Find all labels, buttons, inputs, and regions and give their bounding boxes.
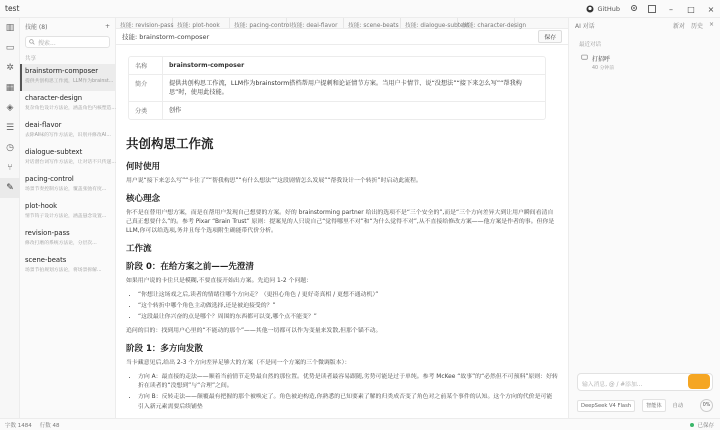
tools-icon[interactable]: ✎ (0, 178, 20, 198)
skill-item[interactable] (20, 253, 115, 280)
skill-desc: 修改打磨的系统方法论，分层次... (25, 241, 97, 246)
skill-item[interactable] (20, 118, 115, 145)
title-bar-actions (586, 0, 716, 18)
ai-header (569, 18, 720, 32)
title-bar (0, 0, 720, 18)
ai-title: AI 对话 (575, 22, 595, 30)
meta-key: 名称 (129, 57, 163, 74)
app-title: test (5, 4, 20, 13)
section-heading: 阶段 1：多方向发散 (126, 343, 203, 354)
mode-select[interactable]: 智能体 (642, 399, 666, 412)
new-chat-button[interactable]: 新对 (672, 22, 685, 30)
minimize-button[interactable]: – (669, 4, 673, 14)
skill-name: scene-beats (25, 256, 67, 264)
add-skill-button[interactable]: + (104, 22, 110, 30)
skill-name: pacing-control (25, 175, 74, 183)
skills-header (20, 18, 115, 34)
tab-revision-pass[interactable]: 技能: revision-pass (116, 18, 173, 28)
recent-conversations-label: 最近对话 (579, 42, 602, 48)
skill-desc: 提供共创构思工作流，LLM作为brainst... (25, 79, 114, 84)
send-button[interactable] (688, 374, 710, 389)
tab-scene-beats[interactable]: 技能: scene-beats (344, 18, 401, 28)
github-label: GitHub (597, 5, 620, 13)
skills-title: 技能 (8) (25, 23, 48, 31)
context-select[interactable]: 自动 (672, 403, 684, 409)
skill-item[interactable] (20, 199, 115, 226)
ai-header-actions (673, 21, 714, 30)
document-view[interactable] (116, 47, 568, 418)
section-heading: 核心理念 (126, 194, 161, 204)
meta-key: 分类 (129, 102, 163, 119)
paragraph: 如果用户说的卡住只是模糊,不要直接开始出方案。先追问 1-2 个问题： (126, 278, 313, 284)
meta-value: 创作 (169, 107, 182, 114)
bullet-list (138, 373, 558, 413)
github-link[interactable] (586, 5, 620, 13)
skill-desc: 场景节拍规划方法论，将场景拆解... (25, 268, 102, 273)
meta-row (129, 102, 545, 119)
paragraph: 追问的目的：找到用户心里的“不能动的那个”——其他一切都可以作为变量来发散,但那个锚不动。 (126, 327, 382, 334)
skills-search[interactable] (25, 36, 110, 48)
meta-value: 提供共创构思工作流，LLM作为brainstorm搭档帮用户提刺和论证情节方案。当用户卡情节、说“没想法”“接下来怎么写”“帮我构思”时，使用此技能。 (169, 80, 522, 96)
settings-icon[interactable]: ✲ (6, 63, 14, 73)
settings-icon[interactable] (630, 4, 638, 14)
skill-desc: 情节钩子设计方法论，涵盖悬念设置... (25, 214, 107, 219)
skill-desc: 去除AI味的写作方法论，识别并修改AI... (25, 133, 111, 138)
meta-row (129, 75, 545, 102)
skill-name: dialogue-subtext (25, 148, 83, 156)
paragraph: 你不是在替用户想方案，而是在帮用户发现自己想要的方案。好的 brainstorming partner 给出的选项不是“三个安全的”,而是“三个方向差异大到让用户瞬间看清自己真正想要什么”的。参考 Pixar “Brain Trust” 原则：提案见的人只说自己“觉得哪里不对”和“为什么觉得不对”,从不直接给修改方案——他方案是作者的事。但你是 LLM,你可以给选项,务并且每个选项附生确能带代价分析。 (126, 210, 555, 234)
list-item: • 方向 B：反转走法——颠覆最有把握的那个被唤定了。角色被迫构造,你熟悉的已知要素了解的归类成否变了角色对之前某个事件的认知。这个方向的代价是可能引入新元素需要后续铺垫 (138, 393, 558, 412)
section-heading: 工作流 (126, 244, 152, 254)
ai-controls (577, 399, 713, 412)
paragraph: 当卡藏意见后,给出 2-3 个方向差异足够大的方案（不是同一个方案的三个微调版本）： (126, 359, 351, 366)
meta-row (129, 57, 545, 75)
current-path: 技能: brainstorm-composer (122, 33, 210, 41)
list-item: • “这段最让你兴奋的点是哪个？周围的东西都可以变,哪个点不能变？” (138, 313, 558, 323)
conversation-time: 40 分钟前 (592, 66, 615, 71)
maximize-button[interactable]: □ (687, 4, 695, 14)
section-heading: 何时使用 (126, 162, 161, 172)
skill-name: deai-flavor (25, 121, 62, 129)
tab-pacing-control[interactable]: 技能: pacing-control (230, 18, 287, 28)
skills-search-placeholder: 搜索... (38, 39, 56, 47)
close-icon[interactable]: × (708, 20, 714, 28)
save-status (690, 421, 714, 429)
tab-bar (116, 18, 568, 29)
meta-key: 简介 (129, 75, 163, 101)
tab-dialogue-subtext[interactable]: 技能: dialogue-subtext (401, 18, 458, 28)
skill-name: revision-pass (25, 229, 70, 237)
saved-dot-icon (690, 423, 694, 427)
skill-desc: 对话潜台词写作方法论，让对话不只传递... (25, 160, 116, 165)
char-count: 字数 1484 (5, 422, 32, 429)
skills-group-label: 共享 (25, 56, 37, 62)
list-item: • “这个转折中哪个角色主动做选择,还是被迫接受的？” (138, 302, 558, 312)
skill-item[interactable] (20, 64, 115, 91)
tab-character-design[interactable]: 技能: character-design (458, 18, 515, 28)
git-icon[interactable]: ⑂ (7, 163, 13, 173)
line-count: 行数 48 (39, 422, 60, 429)
message-input[interactable]: 输入消息, @ / #添加... (577, 373, 713, 391)
skill-name: character-design (25, 94, 83, 102)
library-icon[interactable]: ▥ (5, 23, 15, 33)
chat-icon (581, 54, 588, 61)
editor-area (116, 18, 568, 418)
conversation-title: 打招呼 (592, 56, 611, 63)
tab-deai-flavor[interactable]: 技能: deai-flavor (287, 18, 344, 28)
bullet-list (138, 291, 558, 323)
status-bar (0, 418, 720, 430)
ai-panel (568, 18, 720, 418)
grid-icon[interactable]: ▦ (5, 83, 15, 93)
paragraph: 用户说“接下来怎么写”“卡住了”“帮我构思”“有什么想法”“这段剧情怎么发展”“帮我设计一个转折”时启动此流程。 (126, 178, 422, 184)
skill-item[interactable] (20, 226, 115, 253)
meta-value: brainstorm-composer (169, 62, 245, 69)
stack-icon[interactable]: ◈ (6, 103, 14, 113)
section-heading: 阶段 0：在给方案之前——先澄清 (126, 262, 254, 272)
skill-item[interactable] (20, 91, 115, 118)
list-icon[interactable]: ☰ (5, 123, 15, 133)
search-icon (29, 39, 35, 45)
skill-item[interactable] (20, 145, 115, 172)
layout-toggle-icon[interactable] (648, 5, 656, 13)
skill-desc: 场景节奏控制方法论，覆盖张弛有度... (25, 187, 107, 192)
saved-label: 已保存 (697, 422, 714, 429)
clock-icon[interactable]: ◷ (6, 143, 14, 153)
meta-table (128, 56, 546, 120)
skill-item[interactable] (20, 172, 115, 199)
context-usage-indicator: 0% (700, 399, 713, 412)
skills-panel (20, 18, 116, 418)
conversation-item[interactable] (577, 51, 712, 74)
list-item: • “你想让这场戏之后,读者的情绪往哪个方向走？（更担心角色 / 更好奇真相 / 更想不通动机）” (138, 291, 558, 301)
model-select[interactable]: DeepSeek V4 Flash (577, 400, 635, 412)
path-bar (116, 29, 568, 45)
activity-rail (0, 18, 20, 418)
tab-plot-hook[interactable]: 技能: plot-hook (173, 18, 230, 28)
skill-desc: 复杂角色设计方法论，涵盖角色内核塑造... (25, 106, 116, 111)
skill-name: plot-hook (25, 202, 58, 210)
close-button[interactable]: × (707, 4, 715, 14)
doc-title: 共创构思工作流 (126, 136, 214, 151)
list-item: • 方向 A：最直接的走法——顺着当前情节走势最自然的那位置。优势是读者最容易跟随,劣势可能是过于单纯。参考 McKee “故事”的“必然但不可预料”原则：好转折在读者的“没想到”与“合理”之间。 (138, 373, 558, 392)
history-button[interactable]: 历史 (690, 22, 703, 30)
folder-icon[interactable]: ▭ (5, 43, 15, 53)
skill-name: brainstorm-composer (25, 67, 99, 75)
save-button[interactable]: 保存 (538, 30, 562, 43)
github-icon (586, 5, 594, 13)
